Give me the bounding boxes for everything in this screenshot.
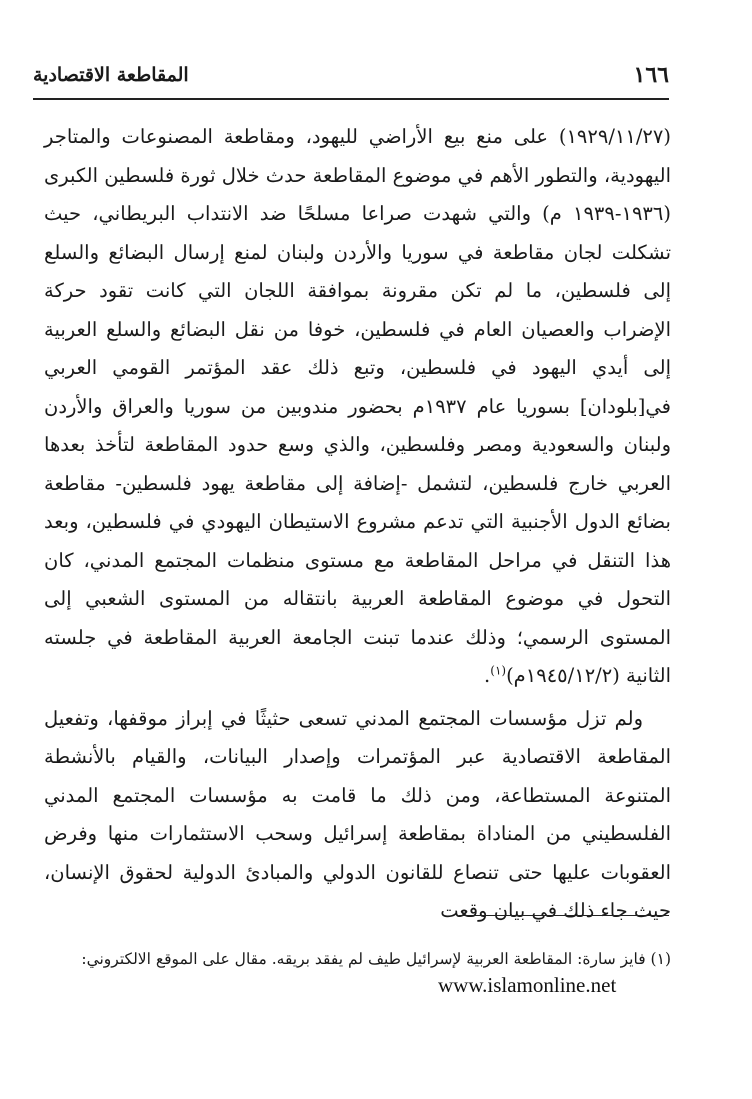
page-number: ١٦٦ <box>633 62 669 88</box>
footnote-divider <box>459 915 669 916</box>
paragraph-1 <box>44 118 671 696</box>
page-header <box>33 58 669 98</box>
paragraph-1-end: . <box>484 664 491 687</box>
footnote-url: www.islamonline.net <box>438 973 617 997</box>
running-title: المقاطعة الاقتصادية <box>33 64 189 86</box>
paragraph-2: ولم تزل مؤسسات المجتمع المدني تسعى حثيثًا في إبراز موقفها، وتفعيل المقاطعة الاقتصادية عبر المؤتمرات وإصدار البيانات، والقيام بالأنشطة المتنوعة المستطاعة، ومن ذلك ما قامت به مؤسسات المجتمع المدني الفلسطيني من المناداة بمقاطعة إسرائيل وسحب الاستثمارات منها وفرض العقوبات عليها حتى تنصاع للقانون الدولي والمبادئ الدولية لحقوق الإنسان، حيث جاء ذلك في بيان وقعت <box>44 706 671 922</box>
header-divider <box>33 98 669 100</box>
main-text <box>44 118 671 931</box>
footnote: (١) فايز سارة: المقاطعة العربية لإسرائيل طيف لم يفقد بريقه. مقال على الموقع الالكتروني: <box>81 950 671 968</box>
paragraph-1-text: (١٩٢٩/١١/٢٧) على منع بيع الأراضي لليهود، ومقاطعة المصنوعات والمتاجر اليهودية، والتطور الأهم في موضوع المقاطعة حدث خلال ثورة فلسطين الكبرى (١٩٣٦-١٩٣٩ م) والتي شهدت صراعا مسلحًا ضد الانتداب البريطاني، حيث تشكلت لجان مقاطعة في سوريا والأردن ولبنان لمنع إرسال البضائع والسلع إلى فلسطين، ما لم تكن مقرونة بموافقة اللجان التي كانت تقود حركة الإضراب والعصيان العام في فلسطين، خوفا من نقل البضائع والسلع العربية إلى أيدي اليهود في فلسطين، وتبع ذلك عقد المؤتمر القومي العربي في[بلودان] بسوريا عام ١٩٣٧م بحضور مندوبين من سوريا والعراق والأردن ولبنان والسعودية ومصر وفلسطين، والذي وسع حدود المقاطعة لتأخذ بعدها العربي خارج فلسطين، لتشمل -إضافة إلى مقاطعة يهود فلسطين- مقاطعة بضائع الدول الأجنبية التي تدعم مشروع الاستيطان اليهودي في فلسطين، وبعد هذا التنقل في مراحل المقاطعة مع مستوى منظمات المجتمع المدني، كان التحول في موضوع المقاطعة العربية بانتقاله من المستوى الشعبي إلى المستوى الرسمي؛ وذلك عندما تبنت الجامعة العربية المقاطعة في جلسته الثانية (١٩٤٥/١٢/٢م) <box>44 125 671 687</box>
footnote-reference: (١) <box>490 663 507 678</box>
